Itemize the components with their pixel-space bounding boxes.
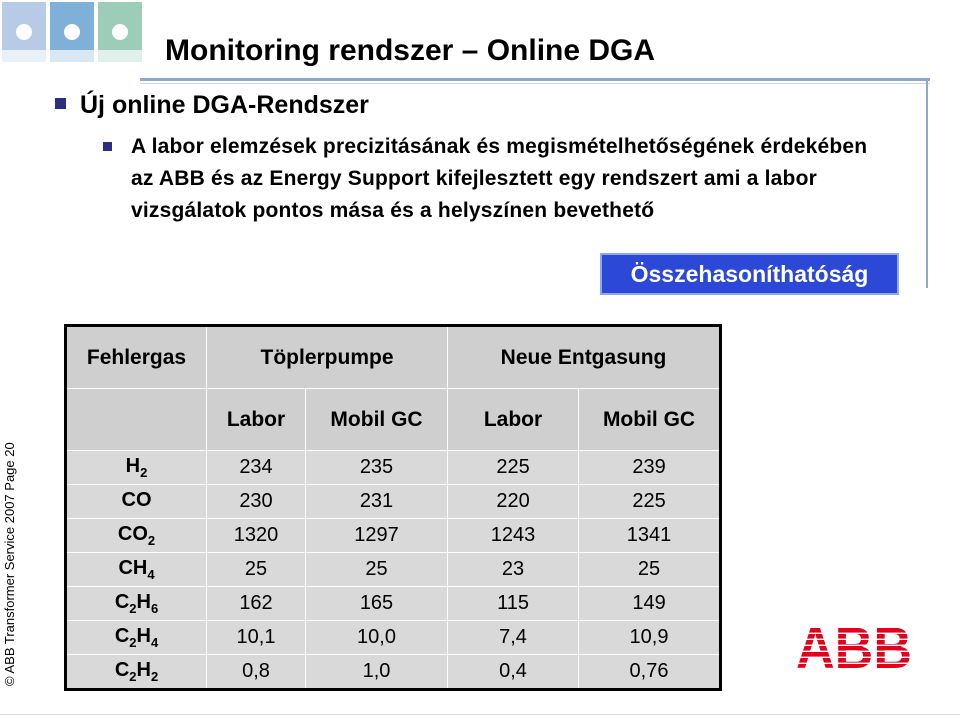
bullet-square-icon xyxy=(103,142,112,151)
page-title: Monitoring rendszer – Online DGA xyxy=(165,34,656,67)
value-cell: 1320 xyxy=(207,519,306,553)
table-row xyxy=(66,519,721,553)
header-fehlergas: Fehlergas xyxy=(66,326,207,389)
value-cell: 234 xyxy=(207,451,306,485)
value-cell: 25 xyxy=(306,553,448,587)
value-cell: 231 xyxy=(306,485,448,519)
title-divider-shadow xyxy=(140,83,930,84)
svg-text:ABB: ABB xyxy=(796,622,912,670)
comparability-label: Összehasoníthatóság xyxy=(600,253,899,295)
gas-name: CO xyxy=(66,485,207,519)
puzzle-logo-image xyxy=(0,0,145,62)
copyright-footer: © ABB Transformer Service 2007 Page 20 xyxy=(2,442,17,686)
bullet-level1-text: Új online DGA-Rendszer xyxy=(80,91,369,119)
value-cell: 0,4 xyxy=(448,655,579,690)
header-mobil-gc: Mobil GC xyxy=(306,389,448,451)
table-row xyxy=(66,587,721,621)
title-divider xyxy=(140,78,930,81)
table-group-header-row xyxy=(66,326,721,389)
gas-name: $H_2$ xyxy=(66,451,207,485)
value-cell: 0,76 xyxy=(579,655,721,690)
bullet-square-icon xyxy=(55,98,66,109)
gas-name: $CO_2$ xyxy=(66,519,207,553)
table-row xyxy=(66,485,721,519)
value-cell: 10,9 xyxy=(579,621,721,655)
value-cell: 1297 xyxy=(306,519,448,553)
value-cell: 25 xyxy=(207,553,306,587)
gas-name: $C_2H_2$ xyxy=(66,655,207,690)
value-cell: 1,0 xyxy=(306,655,448,690)
value-cell: 115 xyxy=(448,587,579,621)
table-row xyxy=(66,621,721,655)
bullet-level1 xyxy=(55,91,369,120)
table-row xyxy=(66,451,721,485)
table-row xyxy=(66,655,721,690)
value-cell: 149 xyxy=(579,587,721,621)
value-cell: 162 xyxy=(207,587,306,621)
value-cell: 0,8 xyxy=(207,655,306,690)
value-cell: 10,1 xyxy=(207,621,306,655)
value-cell: 1243 xyxy=(448,519,579,553)
table-row xyxy=(66,553,721,587)
header-mobil-gc: Mobil GC xyxy=(579,389,721,451)
value-cell: 239 xyxy=(579,451,721,485)
header-empty xyxy=(66,389,207,451)
footer-divider xyxy=(0,714,960,715)
value-cell: 225 xyxy=(448,451,579,485)
gas-name: $C_2H_6$ xyxy=(66,587,207,621)
abb-logo xyxy=(796,622,914,670)
value-cell: 165 xyxy=(306,587,448,621)
value-cell: 10,0 xyxy=(306,621,448,655)
value-cell: 220 xyxy=(448,485,579,519)
value-cell: 25 xyxy=(579,553,721,587)
header-labor: Labor xyxy=(207,389,306,451)
value-cell: 1341 xyxy=(579,519,721,553)
right-divider xyxy=(926,78,928,288)
value-cell: 225 xyxy=(579,485,721,519)
header-neue-entgasung: Neue Entgasung xyxy=(448,326,721,389)
gas-comparison-table xyxy=(64,324,722,691)
value-cell: 230 xyxy=(207,485,306,519)
value-cell: 23 xyxy=(448,553,579,587)
gas-name: $CH_4$ xyxy=(66,553,207,587)
header-labor: Labor xyxy=(448,389,579,451)
header-toplerpumpe: Töplerpumpe xyxy=(207,326,448,389)
table-sub-header-row xyxy=(66,389,721,451)
gas-name: $C_2H_4$ xyxy=(66,621,207,655)
value-cell: 235 xyxy=(306,451,448,485)
value-cell: 7,4 xyxy=(448,621,579,655)
bullet-level2-text: A labor elemzések precizitásának és megismételhetőségének érdekében az ABB és az Energy Support kifejlesztett egy rendszert ami a labor vizsgálatok pontos mása és a helyszínen bevethető xyxy=(131,135,868,222)
